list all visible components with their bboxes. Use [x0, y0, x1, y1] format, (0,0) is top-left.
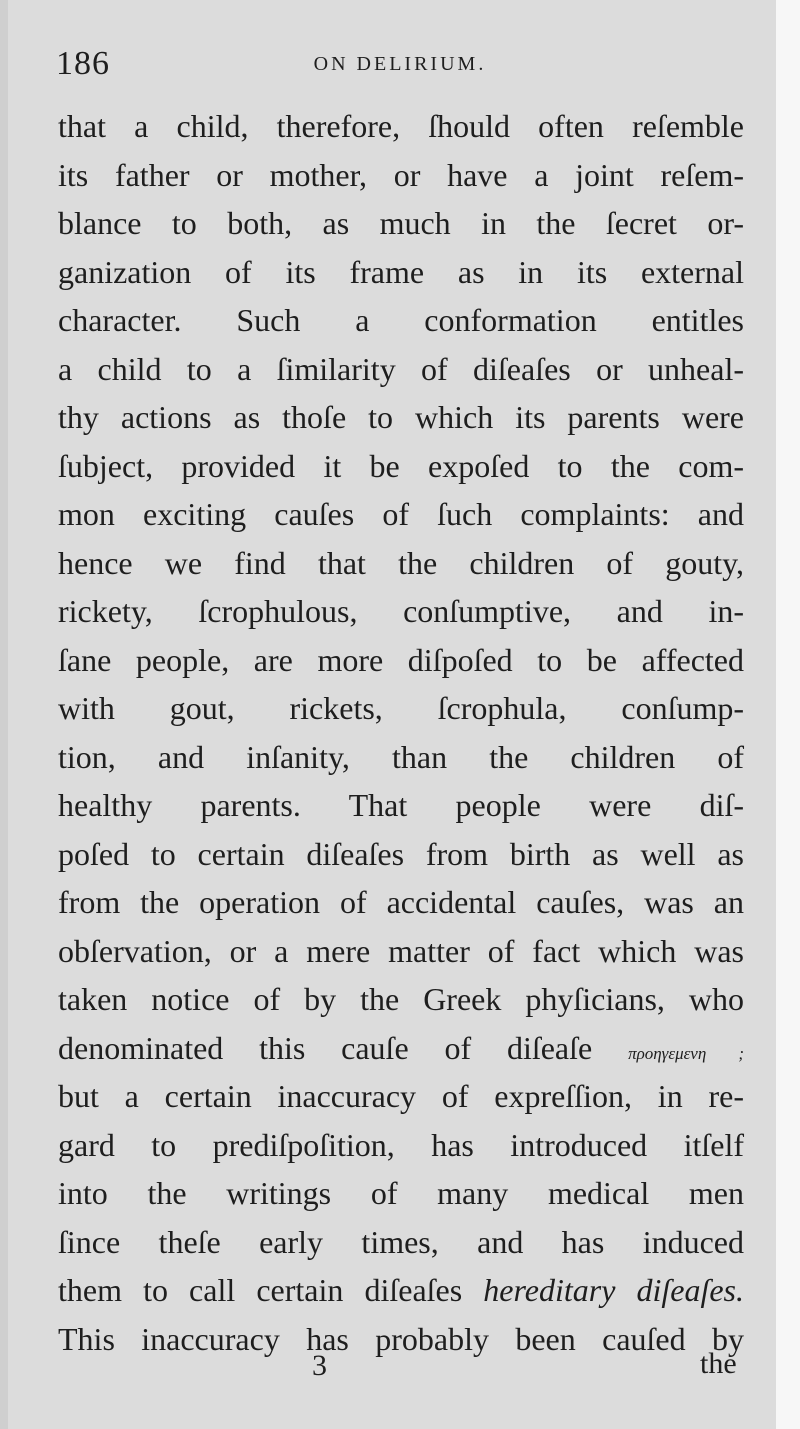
text-line-10: hence we find that the children of gouty,: [58, 544, 744, 581]
text-line-19: taken notice of by the Greek phyſicians, who: [58, 981, 744, 1017]
text-line-25-main: them to call certain diſeaſes: [58, 1272, 463, 1308]
text-line-14: tion, and inſanity, than the children of: [58, 738, 744, 775]
text-line-12: ſane people, are more diſpoſed to be affected: [58, 641, 744, 678]
page-margin-right: [776, 0, 800, 1429]
text-line-20: [58, 1024, 744, 1073]
text-line-1: that a child, therefore, ſhould often reſemble: [58, 108, 744, 144]
text-line-7: thy actions as thoſe to which its parents were: [58, 399, 744, 435]
italic-phrase: hereditary diſeaſes.: [483, 1272, 745, 1308]
catchword: the: [700, 1347, 737, 1380]
text-line-13: with gout, rickets, ſcrophula, conſump-: [58, 690, 744, 726]
text-line-26: This inaccuracy has probably been cauſed by: [58, 1320, 744, 1357]
text-line-18: obſervation, or a mere matter of fact which was: [58, 932, 744, 969]
greek-term: προηγεμενη ;: [628, 1043, 745, 1063]
text-line-15: healthy parents. That people were diſ-: [58, 787, 744, 823]
text-line-24: ſince theſe early times, and has induced: [58, 1223, 744, 1260]
text-line-4: ganization of its frame as in its external: [58, 253, 744, 290]
text-line-23: into the writings of many medical men: [58, 1175, 744, 1211]
signature-mark: 3: [312, 1349, 327, 1382]
text-line-9: mon exciting cauſes of ſuch complaints: and: [58, 496, 744, 532]
text-line-6: a child to a ſimilarity of diſeaſes or unheal-: [58, 350, 744, 387]
text-line-22: gard to prediſpoſition, has introduced itſelf: [58, 1126, 744, 1163]
text-line-5: character. Such a conformation entitles: [58, 302, 744, 338]
text-line-11: rickety, ſcrophulous, conſumptive, and in-: [58, 593, 744, 629]
text-line-2: its father or mother, or have a joint reſem-: [58, 156, 744, 193]
text-line-16: poſed to certain diſeaſes from birth as well as: [58, 835, 744, 872]
page-shadow-left: [0, 0, 8, 1429]
running-head: ON DELIRIUM.: [313, 53, 487, 75]
text-line-8: ſubject, provided it be expoſed to the com-: [58, 447, 744, 484]
text-line-25: [58, 1266, 744, 1315]
text-line-20-main: denominated this cauſe of diſeaſe: [58, 1029, 593, 1066]
text-line-21: but a certain inaccuracy of expreſſion, in re-: [58, 1078, 744, 1114]
text-line-3: blance to both, as much in the ſecret or-: [58, 205, 744, 241]
text-line-17: from the operation of accidental cauſes, was an: [58, 884, 744, 920]
page-number: 186: [56, 45, 110, 82]
body-text: [58, 102, 744, 1363]
